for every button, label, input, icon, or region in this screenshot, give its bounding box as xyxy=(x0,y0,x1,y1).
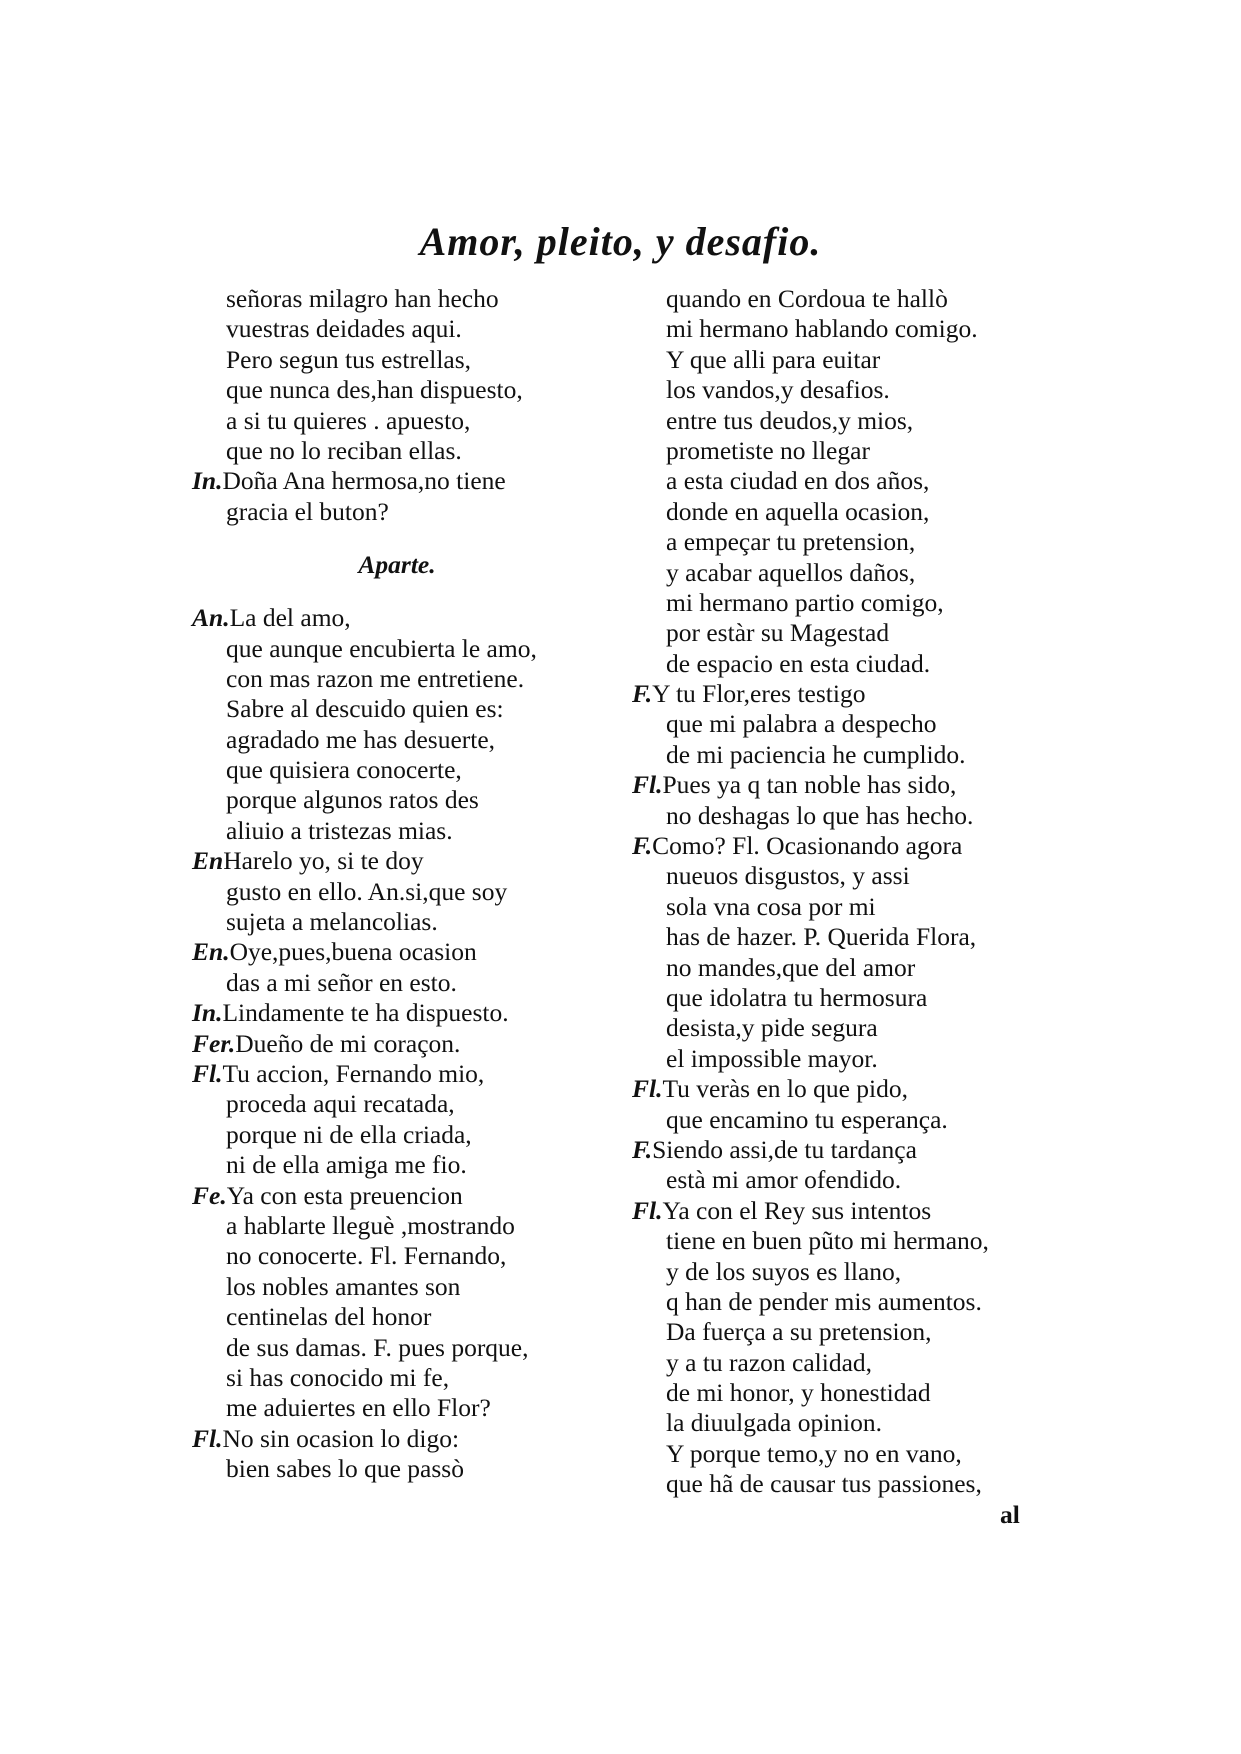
verse-line xyxy=(192,1272,622,1302)
verse-line xyxy=(632,284,1052,314)
verse-line xyxy=(632,1408,1052,1438)
speaker-label: F. xyxy=(632,831,653,861)
verse-text: Ya con el Rey sus intentos xyxy=(662,1195,932,1225)
verse-text: ni de ella amiga me fio. xyxy=(226,1150,467,1180)
verse-line xyxy=(632,618,1052,648)
verse-line xyxy=(632,679,1052,709)
verse-text: Pero segun tus estrellas, xyxy=(226,344,472,374)
verse-text: donde en aquella ocasion, xyxy=(666,496,930,526)
verse-text: no mandes,que del amor xyxy=(666,952,916,982)
verse-line xyxy=(192,1181,622,1211)
verse-text: tiene en buen pũto mi hermano, xyxy=(666,1226,989,1256)
verse-text: señoras milagro han hecho xyxy=(226,284,499,313)
verse-text: si has conocido mi fe, xyxy=(226,1362,450,1392)
verse-line xyxy=(632,1469,1052,1499)
verse-line xyxy=(632,801,1052,831)
verse-text: que idolatra tu hermosura xyxy=(666,982,928,1012)
verse-text: No sin ocasion lo digo: xyxy=(222,1423,460,1453)
verse-text: has de hazer. P. Querida Flora, xyxy=(666,922,977,952)
verse-line xyxy=(192,314,622,344)
verse-line xyxy=(192,907,622,937)
verse-line xyxy=(632,1287,1052,1317)
verse-line xyxy=(192,436,622,466)
verse-line xyxy=(632,831,1052,861)
verse-text: agradado me has desuerte, xyxy=(226,724,496,754)
verse-line xyxy=(192,1393,622,1423)
verse-line xyxy=(192,694,622,724)
verse-line xyxy=(192,466,622,496)
verse-text: me aduiertes en ello Flor? xyxy=(226,1393,491,1423)
right-column xyxy=(632,284,1052,1500)
verse-line xyxy=(192,937,622,967)
verse-line xyxy=(632,1196,1052,1226)
verse-text: prometiste no llegar xyxy=(666,435,870,465)
verse-text: Y porque temo,y no en vano, xyxy=(666,1438,962,1468)
verse-line xyxy=(632,922,1052,952)
verse-text: sujeta a melancolias. xyxy=(226,907,438,937)
verse-line xyxy=(192,664,622,694)
verse-line xyxy=(192,785,622,815)
verse-line xyxy=(632,709,1052,739)
verse-text: gracia el buton? xyxy=(226,496,389,526)
verse-text: y acabar aquellos daños, xyxy=(666,557,916,587)
stage-direction-aparte: Aparte. xyxy=(358,550,436,580)
verse-text: mi hermano hablando comigo. xyxy=(666,314,978,344)
verse-line xyxy=(632,1226,1052,1256)
speaker-label: F. xyxy=(632,679,653,709)
verse-text: que mi palabra a despecho xyxy=(666,709,937,739)
verse-line xyxy=(632,892,1052,922)
verse-text: quando en Cordoua te hallò xyxy=(666,284,948,313)
left-column-verses-a xyxy=(192,284,622,527)
verse-line xyxy=(632,375,1052,405)
verse-line xyxy=(192,603,622,633)
verse-line xyxy=(192,1333,622,1363)
verse-text: Tu accion, Fernando mio, xyxy=(222,1058,485,1088)
speaker-label: An. xyxy=(192,603,230,633)
verse-line xyxy=(192,1424,622,1454)
verse-text: q han de pender mis aumentos. xyxy=(666,1286,982,1316)
left-column xyxy=(192,284,622,1484)
running-head: Amor, pleito, y desafio. xyxy=(419,219,822,264)
verse-text: Siendo assi,de tu tardança xyxy=(652,1134,917,1164)
speaker-label: Fl. xyxy=(632,770,663,800)
verse-text: y de los suyos es llano, xyxy=(666,1256,902,1286)
verse-line xyxy=(192,406,622,436)
verse-line xyxy=(192,877,622,907)
verse-line xyxy=(192,998,622,1028)
verse-text: no deshagas lo que has hecho. xyxy=(666,800,974,830)
verse-line xyxy=(192,1363,622,1393)
verse-text: sola vna cosa por mi xyxy=(666,891,876,921)
speaker-label: En. xyxy=(192,937,230,967)
verse-text: por estàr su Magestad xyxy=(666,618,890,648)
verse-line xyxy=(192,1211,622,1241)
verse-line xyxy=(632,1165,1052,1195)
speaker-label: En xyxy=(192,846,224,876)
verse-text: mi hermano partio comigo, xyxy=(666,587,944,617)
verse-line xyxy=(192,284,622,314)
verse-text: Da fuerça a su pretension, xyxy=(666,1317,932,1347)
speaker-label: F. xyxy=(632,1134,653,1164)
verse-text: Sabre al descuido quien es: xyxy=(226,694,504,724)
verse-line xyxy=(632,1074,1052,1104)
verse-text: centinelas del honor xyxy=(226,1302,432,1332)
verse-line xyxy=(192,497,622,527)
verse-text: de mi honor, y honestidad xyxy=(666,1378,931,1408)
speaker-label: Fer. xyxy=(192,1028,236,1058)
verse-text: Lindamente te ha dispuesto. xyxy=(222,998,509,1028)
verse-line xyxy=(632,1348,1052,1378)
verse-text: Oye,pues,buena ocasion xyxy=(229,937,477,967)
verse-text: Y tu Flor,eres testigo xyxy=(652,679,866,709)
verse-text: que aunque encubierta le amo, xyxy=(226,633,537,663)
verse-line xyxy=(632,497,1052,527)
speaker-label: Fl. xyxy=(192,1058,223,1088)
verse-text: vuestras deidades aqui. xyxy=(226,314,462,344)
verse-line xyxy=(192,1120,622,1150)
verse-line xyxy=(632,770,1052,800)
verse-text: entre tus deudos,y mios, xyxy=(666,405,914,435)
verse-text: que no lo reciban ellas. xyxy=(226,435,462,465)
verse-line xyxy=(192,1089,622,1119)
verse-line xyxy=(632,1044,1052,1074)
verse-line xyxy=(192,1059,622,1089)
verse-text: y a tu razon calidad, xyxy=(666,1347,873,1377)
verse-line xyxy=(632,953,1052,983)
verse-text: porque ni de ella criada, xyxy=(226,1119,472,1149)
verse-text: que encamino tu esperança. xyxy=(666,1104,948,1134)
spacer xyxy=(192,527,622,545)
verse-text: aliuio a tristezas mias. xyxy=(226,815,453,845)
verse-line xyxy=(192,1029,622,1059)
verse-text: Ya con esta preuencion xyxy=(226,1180,463,1210)
left-column-verses-b xyxy=(192,603,622,1484)
verse-text: que nunca des,han dispuesto, xyxy=(226,375,523,405)
verse-text: Como? Fl. Ocasionando agora xyxy=(652,831,963,861)
verse-line xyxy=(192,755,622,785)
verse-text: das a mi señor en esto. xyxy=(226,967,457,997)
right-column-verses xyxy=(632,284,1052,1500)
verse-text: gusto en ello. An.si,que soy xyxy=(226,876,508,906)
speaker-label: Fl. xyxy=(192,1423,223,1453)
verse-line xyxy=(632,983,1052,1013)
verse-line xyxy=(632,436,1052,466)
verse-text: de sus damas. F. pues porque, xyxy=(226,1332,529,1362)
speaker-label: In. xyxy=(192,998,223,1028)
speaker-label: Fl. xyxy=(632,1195,663,1225)
verse-line xyxy=(192,816,622,846)
speaker-label: Fe. xyxy=(192,1180,227,1210)
verse-text: Pues ya q tan noble has sido, xyxy=(662,770,957,800)
verse-line xyxy=(632,466,1052,496)
verse-text: los nobles amantes son xyxy=(226,1271,461,1301)
verse-text: Doña Ana hermosa,no tiene xyxy=(222,466,506,496)
speaker-label: Fl. xyxy=(632,1074,663,1104)
verse-text: la diuulgada opinion. xyxy=(666,1408,883,1438)
verse-text: Dueño de mi coraçon. xyxy=(235,1028,461,1058)
verse-text: a esta ciudad en dos años, xyxy=(666,466,930,496)
verse-line xyxy=(632,1135,1052,1165)
verse-text: los vandos,y desafios. xyxy=(666,375,890,405)
verse-line xyxy=(192,375,622,405)
verse-text: de espacio en esta ciudad. xyxy=(666,648,931,678)
verse-line xyxy=(192,968,622,998)
verse-text: proceda aqui recatada, xyxy=(226,1089,455,1119)
verse-line xyxy=(632,527,1052,557)
speaker-label: In. xyxy=(192,466,223,496)
verse-text: La del amo, xyxy=(229,603,351,633)
verse-text: el impossible mayor. xyxy=(666,1043,878,1073)
verse-line xyxy=(632,861,1052,891)
verse-text: a si tu quieres . apuesto, xyxy=(226,405,471,435)
verse-text: Tu veràs en lo que pido, xyxy=(662,1074,909,1104)
catchword: al xyxy=(1000,1500,1020,1529)
verse-line xyxy=(192,345,622,375)
verse-line xyxy=(192,1454,622,1484)
verse-line xyxy=(192,634,622,664)
verse-line xyxy=(632,406,1052,436)
verse-text: bien sabes lo que passò xyxy=(226,1454,464,1484)
verse-text: no conocerte. Fl. Fernando, xyxy=(226,1241,507,1271)
verse-line xyxy=(632,1317,1052,1347)
verse-text: a empeçar tu pretension, xyxy=(666,527,916,557)
verse-line xyxy=(632,740,1052,770)
verse-text: que quisiera conocerte, xyxy=(226,755,462,785)
verse-text: Y que alli para euitar xyxy=(666,344,881,374)
verse-line xyxy=(192,1302,622,1332)
verse-text: con mas razon me entretiene. xyxy=(226,663,525,693)
verse-line xyxy=(632,1257,1052,1287)
verse-line xyxy=(192,846,622,876)
verse-line xyxy=(632,314,1052,344)
verse-line xyxy=(632,1439,1052,1469)
verse-line xyxy=(192,725,622,755)
verse-text: desista,y pide segura xyxy=(666,1013,878,1043)
verse-line xyxy=(632,345,1052,375)
verse-line xyxy=(632,558,1052,588)
verse-text: Harelo yo, si te doy xyxy=(223,846,424,876)
verse-text: està mi amor ofendido. xyxy=(666,1165,902,1195)
verse-text: de mi paciencia he cumplido. xyxy=(666,739,966,769)
verse-line xyxy=(632,649,1052,679)
verse-text: a hablarte lleguè ,mostrando xyxy=(226,1210,515,1240)
verse-line xyxy=(632,1105,1052,1135)
verse-text: nueuos disgustos, y assi xyxy=(666,861,910,891)
verse-line xyxy=(192,1150,622,1180)
verse-line xyxy=(192,1241,622,1271)
verse-text: porque algunos ratos des xyxy=(226,785,479,815)
verse-line xyxy=(632,1013,1052,1043)
verse-line xyxy=(632,588,1052,618)
verse-line xyxy=(632,1378,1052,1408)
verse-text: que hã de causar tus passiones, xyxy=(666,1469,982,1499)
spacer xyxy=(192,585,622,603)
